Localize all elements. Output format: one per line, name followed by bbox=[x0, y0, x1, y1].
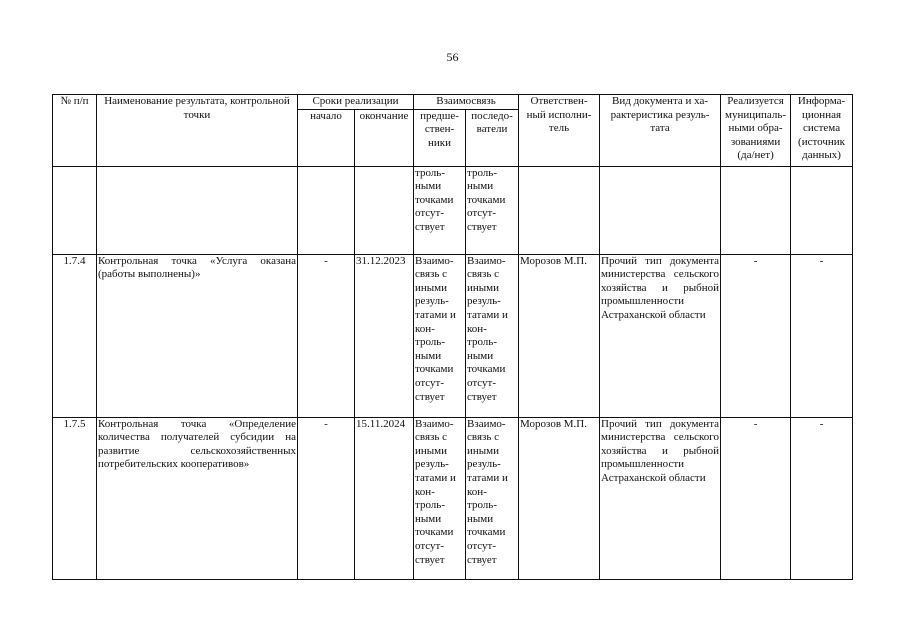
cell-municipal: - bbox=[721, 254, 791, 417]
header-successors: последо- ватели bbox=[466, 109, 519, 166]
cell-end: 15.11.2024 bbox=[355, 417, 414, 579]
cell-doc-type bbox=[600, 166, 721, 254]
cell-responsible: Морозов М.П. bbox=[519, 254, 600, 417]
page-number: 56 bbox=[446, 50, 459, 64]
cell-start: - bbox=[298, 254, 355, 417]
header-num: № п/п bbox=[53, 95, 97, 167]
header-end: окончание bbox=[355, 109, 414, 166]
table-row bbox=[53, 254, 853, 417]
cell-info-system: - bbox=[791, 417, 853, 579]
cell-doc-type: Прочий тип документа министерства сельского хозяйства и рыбной промышленности Астраханской области bbox=[600, 254, 721, 417]
header-responsible: Ответствен- ный исполни- тель bbox=[519, 95, 600, 167]
cell-successors: троль- ными точками отсут- ствует bbox=[466, 166, 519, 254]
cell-doc-type: Прочий тип документа министерства сельского хозяйства и рыбной промышленности Астраханской области bbox=[600, 417, 721, 579]
header-predecessors: предше- ствен- ники bbox=[414, 109, 466, 166]
cell-name bbox=[97, 166, 298, 254]
cell-successors: Взаимо- связь с иными резуль- татами и кон- троль- ными точками отсут- ствует bbox=[466, 417, 519, 579]
header-terms: Сроки реализации bbox=[298, 95, 414, 110]
cell-info-system bbox=[791, 166, 853, 254]
cell-responsible: Морозов М.П. bbox=[519, 417, 600, 579]
cell-predecessors: троль- ными точками отсут- ствует bbox=[414, 166, 466, 254]
header-info-system: Информа- ционная система (источник данных) bbox=[791, 95, 853, 167]
table-row bbox=[53, 166, 853, 254]
header-municipal: Реализуется муниципаль- ными обра- зованиями (да/нет) bbox=[721, 95, 791, 167]
header-name: Наименование результата, контрольной точки bbox=[97, 95, 298, 167]
header-relation: Взаимосвязь bbox=[414, 95, 519, 110]
cell-num: 1.7.5 bbox=[53, 417, 97, 579]
cell-info-system: - bbox=[791, 254, 853, 417]
header-doc-type: Вид документа и ха- рактеристика резуль- тата bbox=[600, 95, 721, 167]
cell-num bbox=[53, 166, 97, 254]
cell-predecessors: Взаимо- связь с иными резуль- татами и кон- троль- ными точками отсут- ствует bbox=[414, 417, 466, 579]
cell-start bbox=[298, 166, 355, 254]
cell-predecessors: Взаимо- связь с иными резуль- татами и кон- троль- ными точками отсут- ствует bbox=[414, 254, 466, 417]
cell-municipal: - bbox=[721, 417, 791, 579]
cell-start: - bbox=[298, 417, 355, 579]
control-points-table bbox=[52, 94, 853, 580]
cell-end bbox=[355, 166, 414, 254]
cell-end: 31.12.2023 bbox=[355, 254, 414, 417]
cell-num: 1.7.4 bbox=[53, 254, 97, 417]
cell-successors: Взаимо- связь с иными резуль- татами и кон- троль- ными точками отсут- ствует bbox=[466, 254, 519, 417]
cell-municipal bbox=[721, 166, 791, 254]
header-start: начало bbox=[298, 109, 355, 166]
cell-name: Контрольная точка «Услуга оказана (работы выполнены)» bbox=[97, 254, 298, 417]
cell-responsible bbox=[519, 166, 600, 254]
table-row bbox=[53, 417, 853, 579]
cell-name: Контрольная точка «Определение количества получателей субсидии на развитие сельскохозяйственных потребительских кооперативов» bbox=[97, 417, 298, 579]
